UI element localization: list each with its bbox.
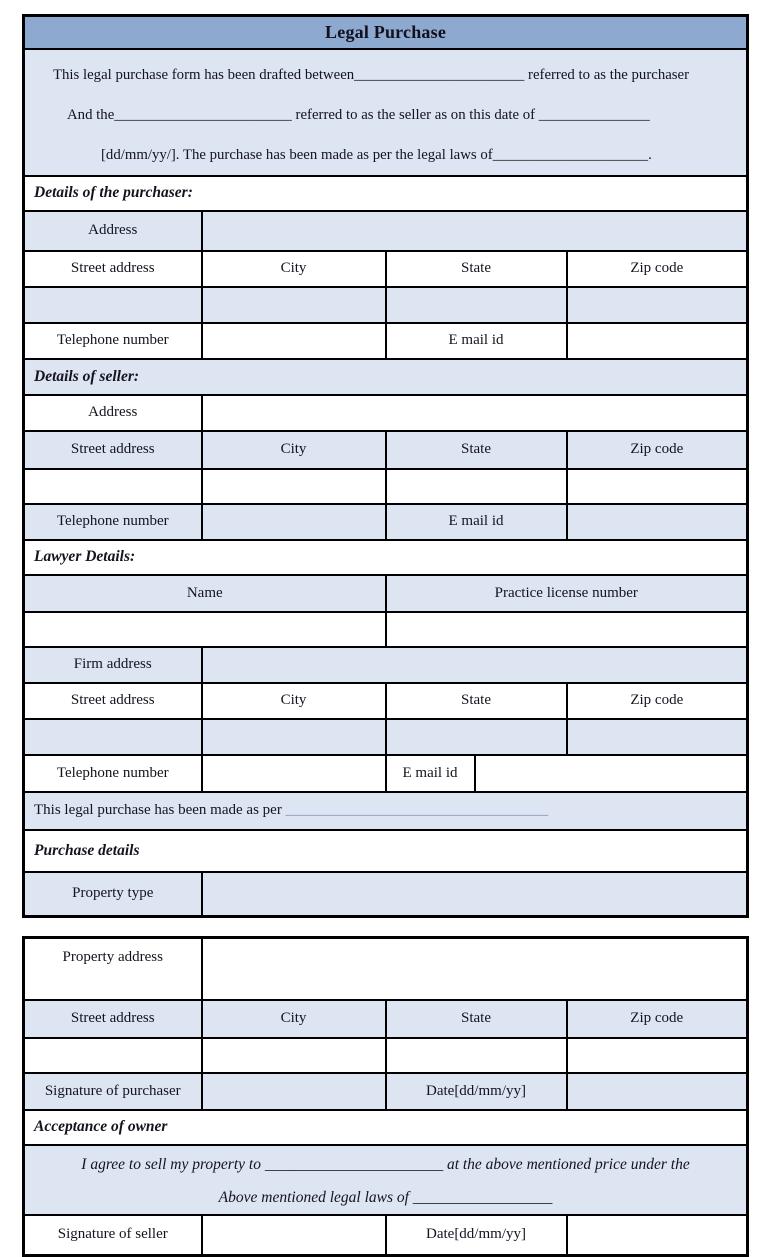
lawyer-zip-header: Zip code [567, 683, 748, 719]
seller-zip-input-cell[interactable] [567, 469, 748, 504]
seller-section-header: Details of seller: [24, 359, 748, 395]
purchaser-state-input-cell[interactable] [386, 287, 567, 323]
lawyer-street-header: Street address [24, 683, 202, 719]
seller-email-label: E mail id [386, 504, 567, 540]
lawyer-firm-address-input-cell[interactable] [202, 647, 748, 683]
purchaser-date-label: Date[dd/mm/yy] [386, 1073, 567, 1110]
made-as-per-blank[interactable]: ___________________________________ [285, 802, 549, 818]
property-city-input-cell[interactable] [202, 1038, 386, 1073]
intro-line-1: This legal purchase form has been drafted between_______________________ referred to as the purchaser [53, 66, 690, 83]
seller-address-label: Address [24, 395, 202, 431]
intro-line-3: [dd/mm/yy/]. The purchase has been made as per the legal laws of_____________________. [101, 146, 652, 163]
lawyer-name-input-cell[interactable] [24, 612, 386, 647]
main-form-table [22, 14, 749, 918]
property-state-input-cell[interactable] [386, 1038, 567, 1073]
lawyer-street-input-cell[interactable] [24, 719, 202, 755]
property-zip-header: Zip code [567, 1000, 748, 1038]
purchaser-street-input-cell[interactable] [24, 287, 202, 323]
property-type-label: Property type [24, 872, 202, 917]
seller-city-header: City [202, 431, 386, 469]
purchaser-city-input-cell[interactable] [202, 287, 386, 323]
lawyer-phone-label: Telephone number [24, 755, 202, 792]
intro-line-2: And the________________________ referred to as the seller as on this date of _______________ [67, 106, 650, 123]
purchase-details-header: Purchase details [24, 830, 748, 872]
seller-state-input-cell[interactable] [386, 469, 567, 504]
property-address-label: Property address [24, 938, 202, 1000]
lawyer-state-input-cell[interactable] [386, 719, 567, 755]
seller-email-input-cell[interactable] [567, 504, 748, 540]
acceptance-section-header: Acceptance of owner [24, 1110, 748, 1145]
seller-city-input-cell[interactable] [202, 469, 386, 504]
made-as-per-line [24, 792, 748, 830]
lawyer-license-header: Practice license number [386, 575, 748, 612]
property-type-input-cell[interactable] [202, 872, 748, 917]
purchaser-state-header: State [386, 251, 567, 287]
seller-state-header: State [386, 431, 567, 469]
seller-date-label: Date[dd/mm/yy] [386, 1215, 567, 1256]
purchaser-phone-input-cell[interactable] [202, 323, 386, 359]
seller-phone-label: Telephone number [24, 504, 202, 540]
lawyer-city-header: City [202, 683, 386, 719]
purchaser-email-label: E mail id [386, 323, 567, 359]
purchaser-section-header: Details of the purchaser: [24, 176, 748, 211]
purchaser-address-input-cell[interactable] [202, 211, 748, 251]
seller-date-input-cell[interactable] [567, 1215, 748, 1256]
seller-phone-input-cell[interactable] [202, 504, 386, 540]
property-city-header: City [202, 1000, 386, 1038]
lawyer-zip-input-cell[interactable] [567, 719, 748, 755]
property-street-header: Street address [24, 1000, 202, 1038]
purchaser-zip-input-cell[interactable] [567, 287, 748, 323]
made-as-per-text: This legal purchase has been made as per [34, 802, 286, 818]
purchaser-address-label: Address [24, 211, 202, 251]
lawyer-firm-address-label: Firm address [24, 647, 202, 683]
property-state-header: State [386, 1000, 567, 1038]
intro-paragraph [24, 49, 748, 176]
purchaser-email-input-cell[interactable] [567, 323, 748, 359]
seller-signature-input-cell[interactable] [202, 1215, 386, 1256]
lawyer-license-input-cell[interactable] [386, 612, 748, 647]
purchaser-signature-label: Signature of purchaser [24, 1073, 202, 1110]
seller-zip-header: Zip code [567, 431, 748, 469]
acceptance-line-2: Above mentioned legal laws of __________________ [218, 1188, 553, 1206]
lawyer-state-header: State [386, 683, 567, 719]
lawyer-name-header: Name [24, 575, 386, 612]
property-street-input-cell[interactable] [24, 1038, 202, 1073]
property-zip-input-cell[interactable] [567, 1038, 748, 1073]
seller-street-input-cell[interactable] [24, 469, 202, 504]
purchaser-street-header: Street address [24, 251, 202, 287]
form-title: Legal Purchase [24, 16, 748, 49]
lawyer-city-input-cell[interactable] [202, 719, 386, 755]
purchaser-zip-header: Zip code [567, 251, 748, 287]
acceptance-statement [24, 1145, 748, 1215]
seller-address-input-cell[interactable] [202, 395, 748, 431]
property-address-input-cell[interactable] [202, 938, 748, 1000]
lawyer-phone-input-cell[interactable] [202, 755, 386, 792]
purchaser-signature-input-cell[interactable] [202, 1073, 386, 1110]
property-form-table [22, 936, 749, 1257]
acceptance-line-1: I agree to sell my property to _______________________ at the above mentioned price under the [81, 1155, 690, 1173]
purchaser-phone-label: Telephone number [24, 323, 202, 359]
lawyer-email-input-cell[interactable] [475, 755, 748, 792]
seller-signature-label: Signature of seller [24, 1215, 202, 1256]
lawyer-section-header: Lawyer Details: [24, 540, 748, 575]
purchaser-city-header: City [202, 251, 386, 287]
lawyer-email-label: E mail id [386, 755, 475, 792]
seller-street-header: Street address [24, 431, 202, 469]
purchaser-date-input-cell[interactable] [567, 1073, 748, 1110]
